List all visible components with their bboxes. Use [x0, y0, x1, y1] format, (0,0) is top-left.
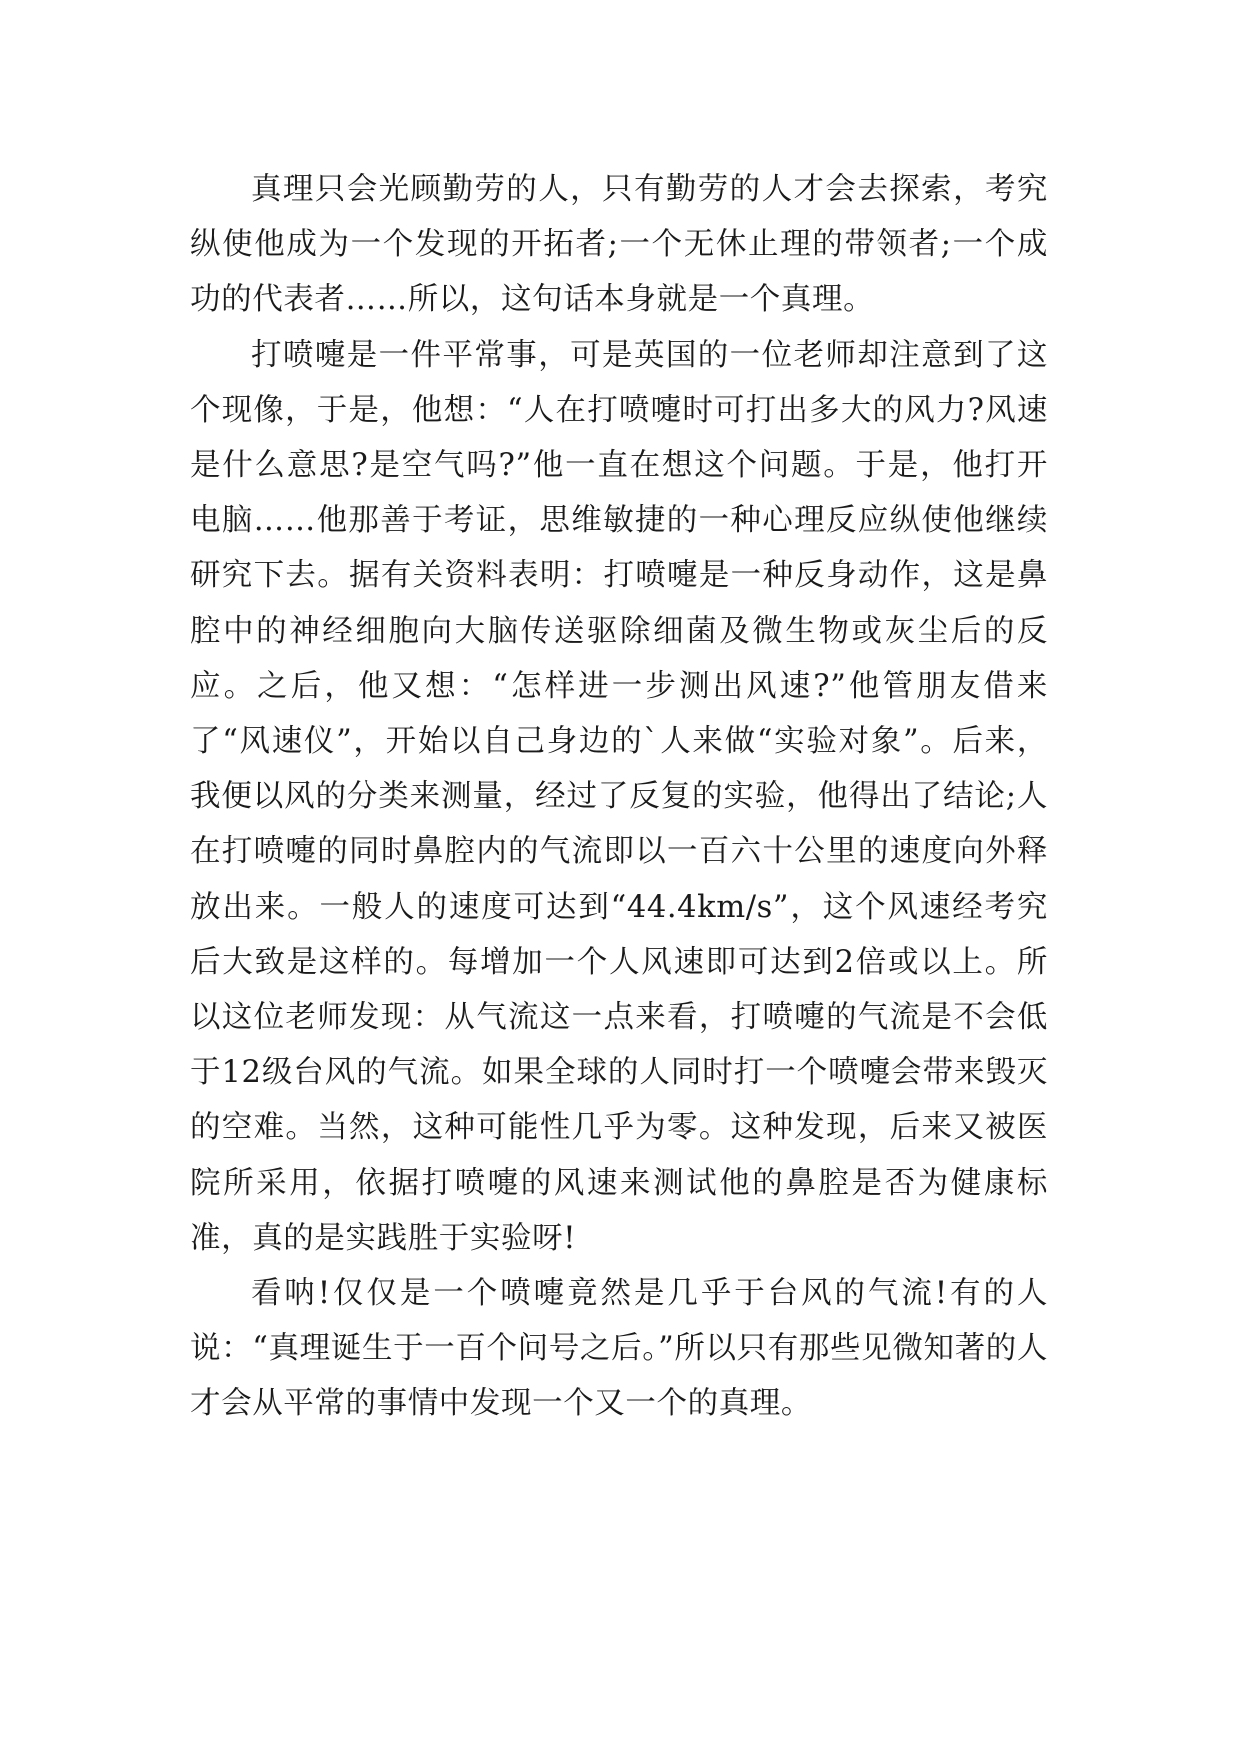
paragraph-3: 看呐!仅仅是一个喷嚏竟然是几乎于台风的气流!有的人说：“真理诞生于一百个问号之后。”所以只有那些见微知著的人才会从平常的事情中发现一个又一个的真理。 — [190, 1276, 1048, 1422]
document-body — [190, 162, 1048, 1432]
paragraph-2: 打喷嚏是一件平常事，可是英国的一位老师却注意到了这个现像，于是，他想：“人在打喷嚏时可打出多大的风力?风速是什么意思?是空气吗?”他一直在想这个问题。于是，他打开电脑……他那善于考证，思维敏捷的一种心理反应纵使他继续研究下去。据有关资料表明：打喷嚏是一种反身动作，这是鼻腔中的神经细胞向大脑传送驱除细菌及微生物或灰尘后的反应。之后，他又想：“怎样进一步测出风速?”他管朋友借来了“风速仪”，开始以自己身边的`人来做“实验对象”。后来，我便以风的分类来测量，经过了反复的实验，他得出了结论;人在打喷嚏的同时鼻腔内的气流即以一百六十公里的速度向外释放出来。一般人的速度可达到“44.4km/s”，这个风速经考究后大致是这样的。每增加一个人风速即可达到2倍或以上。所以这位老师发现：从气流这一点来看，打喷嚏的气流是不会低于12级台风的气流。如果全球的人同时打一个喷嚏会带来毁灭的空难。当然，这种可能性几乎为零。这种发现，后来又被医院所采用，依据打喷嚏的风速来测试他的鼻腔是否为健康标准，真的是实践胜于实验呀! — [190, 337, 1048, 1256]
paragraph-1: 真理只会光顾勤劳的人，只有勤劳的人才会去探索，考究纵使他成为一个发现的开拓者;一个无休止理的带领者;一个成功的代表者……所以，这句话本身就是一个真理。 — [190, 172, 1048, 318]
